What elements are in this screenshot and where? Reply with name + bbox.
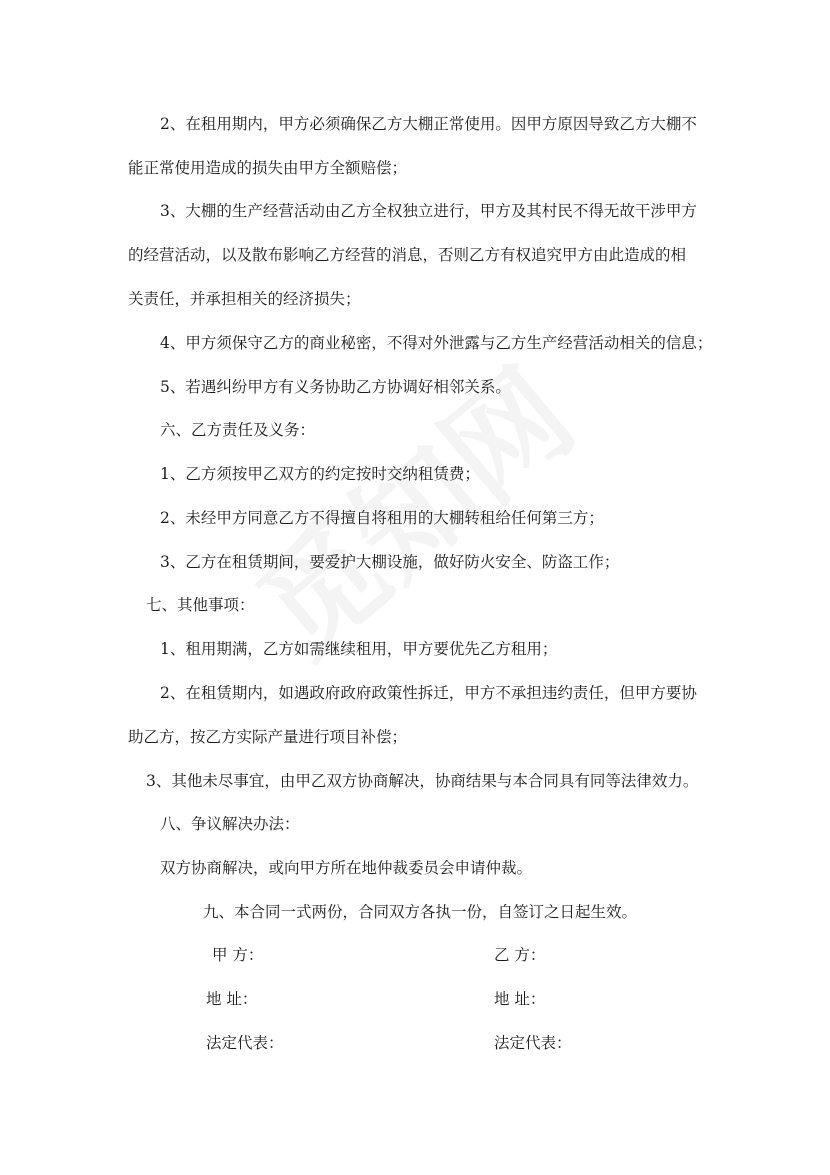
clause-5-4: 4、甲方须保守乙方的商业秘密，不得对外泄露与乙方生产经营活动相关的信息； — [160, 334, 713, 352]
clause-5-2-line-2: 能正常使用造成的损失由甲方全额赔偿； — [128, 159, 408, 177]
party-b-label: 乙 方： — [494, 946, 546, 964]
section-8-heading: 八、争议解决办法： — [160, 815, 300, 833]
party-b-address-label: 地 址： — [494, 990, 546, 1008]
clause-6-1: 1、乙方须按甲乙双方的约定按时交纳租赁费； — [160, 465, 480, 483]
clause-7-2-line-2: 助乙方，按乙方实际产量进行项目补偿； — [128, 728, 408, 746]
party-b-representative-label: 法定代表： — [494, 1034, 572, 1052]
clause-5-3-line-2: 的经营活动，以及散布影响乙方经营的消息，否则乙方有权追究甲方由此造成的相 — [128, 246, 687, 264]
section-7-heading: 七、其他事项： — [146, 596, 255, 614]
clause-6-3: 3、乙方在租赁期间，要爱护大棚设施，做好防火安全、防盗工作； — [160, 553, 620, 571]
clause-5-5: 5、若遇纠纷甲方有义务协助乙方协调好相邻关系。 — [160, 378, 511, 396]
party-a-representative-label: 法定代表： — [206, 1034, 284, 1052]
section-6-heading: 六、乙方责任及义务： — [160, 421, 316, 439]
clause-7-1: 1、租用期满，乙方如需继续租用，甲方要优先乙方租用； — [160, 640, 558, 658]
party-a-label: 甲 方： — [212, 946, 264, 964]
clause-5-3-line-1: 3、大棚的生产经营活动由乙方全权独立进行，甲方及其村民不得无故干涉甲方 — [160, 202, 697, 220]
section-8-body: 双方协商解决，或向甲方所在地仲裁委员会申请仲裁。 — [160, 859, 533, 877]
party-a-address-label: 地 址： — [206, 990, 258, 1008]
clause-6-2: 2、未经甲方同意乙方不得擅自将租用的大棚转租给任何第三方； — [160, 509, 604, 527]
clause-5-3-line-3: 关责任，并承担相关的经济损失； — [128, 290, 361, 308]
clause-5-2-line-1: 2、在租用期内，甲方必须确保乙方大棚正常使用。因甲方原因导致乙方大棚不 — [160, 115, 697, 133]
clause-7-2-line-1: 2、在租赁期内，如遇政府政府政策性拆迁，甲方不承担违约责任，但甲方要协 — [160, 684, 697, 702]
section-9-heading: 九、本合同一式两份，合同双方各执一份，自签订之日起生效。 — [203, 903, 638, 921]
clause-7-3: 3、其他未尽事宜，由甲乙双方协商解决，协商结果与本合同具有同等法律效力。 — [146, 772, 699, 790]
